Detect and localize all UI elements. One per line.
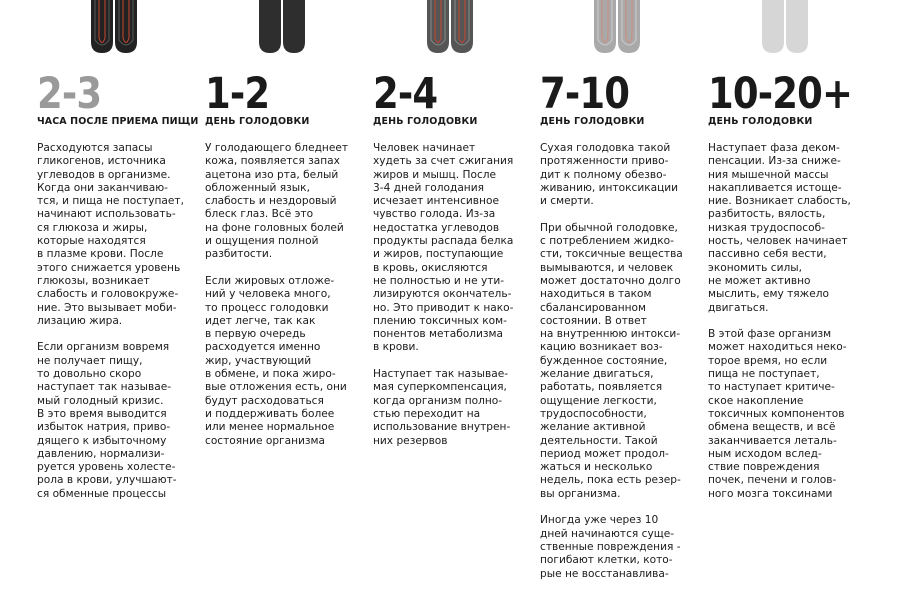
text-line: разбитости.: [205, 248, 273, 261]
text-line: рые не восстанавлива-: [540, 567, 669, 580]
text-line: и поддерживать более: [205, 407, 335, 420]
text-line: может находиться неко-: [708, 341, 847, 354]
text-line: рола в крови, улучшают-: [37, 474, 177, 487]
stage-paragraph: [37, 142, 197, 328]
text-line: жиров и мышц. После: [373, 168, 497, 181]
text-line: и жиров, поступающие: [373, 248, 504, 261]
text-line: не получает пищу,: [37, 354, 143, 367]
stage-paragraph: [205, 275, 365, 448]
stage-column: [37, 0, 197, 600]
stage-description: [540, 142, 700, 594]
text-line: и ощущения полной: [205, 235, 319, 248]
stage-paragraph: [540, 142, 700, 208]
stage-caption: ЧАСА ПОСЛЕ ПРИЕМА ПИЩИ: [37, 116, 199, 127]
text-line: находиться в таком: [540, 288, 652, 301]
text-line: мыслить, ему тяжело: [708, 288, 829, 301]
text-line: Сухая голодовка такой: [540, 142, 671, 154]
text-line: деятельности. Такой: [540, 434, 658, 447]
text-line: экономить силы,: [708, 261, 802, 274]
text-line: ние. Возникает слабость,: [708, 195, 851, 208]
text-line: состоянии. В ответ: [540, 314, 647, 327]
text-line: ственные повреждения -: [540, 540, 681, 553]
text-line: исчезает интенсивное: [373, 195, 499, 208]
text-line: худеть за счет сжигания: [373, 155, 514, 168]
stage-paragraph: [708, 328, 868, 501]
text-line: низкая трудоспособ-: [708, 221, 825, 234]
text-line: с потреблением жидко-: [540, 235, 674, 248]
text-line: 3-4 дней голодания: [373, 181, 484, 194]
text-line: понентов метаболизма: [373, 328, 504, 341]
text-line: начинают использовать-: [37, 208, 176, 221]
text-line: кожа, появляется запах: [205, 155, 340, 168]
text-line: в кровь, окисляются: [373, 261, 488, 274]
text-line: желание двигаться,: [540, 368, 654, 381]
text-line: будут расходоваться: [205, 394, 324, 407]
text-line: лизируются окончатель-: [373, 288, 512, 301]
text-line: почек, печени и голов-: [708, 474, 837, 487]
stage-illustration: [592, 0, 672, 56]
text-line: слабость и головокруже-: [37, 288, 179, 301]
right-leg-shape: [283, 0, 305, 53]
legs-figure-icon: [89, 0, 169, 56]
text-line: продукты распада белка: [373, 235, 514, 248]
text-line: обложенный язык,: [205, 181, 310, 194]
text-line: использование внутрен-: [373, 421, 511, 434]
text-line: дит к полному обезво-: [540, 168, 667, 181]
text-line: ское накопление: [708, 394, 804, 407]
text-line: в первую очередь: [205, 328, 306, 341]
legs-figure-icon: [592, 0, 672, 56]
stage-duration: 10-20+: [708, 69, 853, 119]
stage-column: [373, 0, 533, 600]
text-line: на внутреннюю интокси-: [540, 328, 681, 341]
text-line: них резервов: [373, 434, 448, 447]
stage-paragraph: [373, 142, 533, 355]
text-line: ощущение легкости,: [540, 394, 657, 407]
text-line: в плазме крови. После: [37, 248, 164, 261]
text-line: глюкозы, возникает: [37, 274, 150, 287]
text-line: В это время выводится: [37, 407, 167, 420]
text-line: стью переходит на: [373, 407, 481, 420]
left-leg-shape: [259, 0, 281, 53]
text-line: недель, пока есть резер-: [540, 474, 681, 487]
text-line: бужденное состояние,: [540, 354, 668, 367]
stage-description: [708, 142, 868, 514]
text-line: дящего к избыточному: [37, 434, 167, 447]
stage-caption: ДЕНЬ ГОЛОДОВКИ: [205, 116, 310, 127]
stage-description: [373, 142, 533, 461]
text-line: ния мышечной массы: [708, 168, 829, 181]
text-line: накапливается истоще-: [708, 181, 842, 194]
text-line: то довольно скоро: [37, 368, 142, 381]
text-line: то наступает критиче-: [708, 381, 835, 394]
text-line: тся, и пища не поступает,: [37, 195, 184, 208]
text-line: обмена веществ, и всё: [708, 421, 836, 434]
text-line: живанию, интоксикации: [540, 181, 679, 194]
legs-figure-icon: [257, 0, 337, 56]
text-line: ным исходом вслед-: [708, 447, 822, 460]
text-line: работать, появляется: [540, 381, 663, 394]
stage-paragraph: [708, 142, 868, 315]
stage-column: [205, 0, 365, 600]
stage-paragraph: [540, 514, 700, 580]
text-line: этого снижается уровень: [37, 261, 181, 274]
text-line: ность, человек начинает: [708, 235, 848, 248]
stage-column: [708, 0, 868, 600]
stage-description: [205, 142, 365, 461]
stage-column: [540, 0, 700, 600]
stage-illustration: [257, 0, 337, 56]
text-line: наступает так называе-: [37, 381, 172, 394]
text-line: вымываются, и человек: [540, 261, 674, 274]
text-line: токсичных компонентов: [708, 407, 845, 420]
text-line: протяженности приво-: [540, 155, 669, 168]
legs-figure-icon: [425, 0, 505, 56]
text-line: пенсации. Из-за сниже-: [708, 155, 841, 168]
text-line: вы организма.: [540, 487, 621, 500]
stage-duration: 1-2: [205, 69, 270, 119]
text-line: то процесс голодовки: [205, 301, 329, 314]
text-line: мая суперкомпенсация,: [373, 381, 507, 394]
text-line: мый голодный кризис.: [37, 394, 164, 407]
text-line: Когда они заканчиваю-: [37, 181, 168, 194]
text-line: торое время, но если: [708, 354, 828, 367]
text-line: Расходуются запасы: [37, 142, 153, 154]
stage-caption: ДЕНЬ ГОЛОДОВКИ: [540, 116, 645, 127]
text-line: жаться и несколько: [540, 461, 653, 474]
text-line: вые отложения есть, они: [205, 381, 347, 394]
text-line: не может активно: [708, 274, 811, 287]
text-line: может достаточно долго: [540, 274, 681, 287]
text-line: При обычной голодовке,: [540, 221, 678, 234]
text-line: пища не поступает,: [708, 368, 820, 381]
text-line: но. Это приводит к нако-: [373, 301, 514, 314]
text-line: Человек начинает: [373, 142, 476, 154]
text-line: чувство голода. Из-за: [373, 208, 496, 221]
text-line: когда организм полно-: [373, 394, 503, 407]
text-line: на фоне головных болей: [205, 221, 344, 234]
stage-caption: ДЕНЬ ГОЛОДОВКИ: [708, 116, 813, 127]
text-line: ся обменные процессы: [37, 487, 167, 500]
text-line: расходуется именно: [205, 341, 321, 354]
text-line: которые находятся: [37, 235, 146, 248]
stage-illustration: [760, 0, 840, 56]
text-line: разбитость, вялость,: [708, 208, 826, 221]
text-line: трудоспособности,: [540, 407, 647, 420]
stage-paragraph: [37, 341, 197, 501]
text-line: Если организм вовремя: [37, 341, 170, 354]
text-line: желание активной: [540, 421, 646, 434]
text-line: блеск глаз. Всё это: [205, 208, 314, 221]
text-line: В этой фазе организм: [708, 328, 832, 341]
right-leg-shape: [786, 0, 808, 53]
stage-illustration: [89, 0, 169, 56]
text-line: погибают клетки, кото-: [540, 554, 673, 567]
text-line: жир, участвующий: [205, 354, 312, 367]
text-line: Наступает так называе-: [373, 368, 509, 381]
text-line: не полностью и не ути-: [373, 274, 505, 287]
text-line: углеводов в организме.: [37, 168, 171, 181]
text-line: ний у человека много,: [205, 288, 331, 301]
text-line: избыток натрия, приво-: [37, 421, 171, 434]
text-line: состояние организма: [205, 434, 326, 447]
legs-figure-icon: [760, 0, 840, 56]
stage-paragraph: [205, 142, 365, 262]
text-line: руется уровень холесте-: [37, 461, 176, 474]
text-line: сбалансированном: [540, 301, 647, 314]
text-line: в обмене, и пока жиро-: [205, 368, 336, 381]
text-line: ние. Это вызывает моби-: [37, 301, 177, 314]
text-line: недостатка углеводов: [373, 221, 500, 234]
stage-duration: 7-10: [540, 69, 630, 119]
text-line: ствие повреждения: [708, 461, 820, 474]
text-line: кацию возникает воз-: [540, 341, 663, 354]
stage-description: [37, 142, 197, 514]
stage-duration: 2-4: [373, 69, 438, 119]
text-line: сти, токсичные вещества: [540, 248, 683, 261]
stage-duration: 2-3: [37, 69, 102, 119]
text-line: ацетона изо рта, белый: [205, 168, 339, 181]
stage-paragraph: [540, 222, 700, 501]
text-line: двигаться.: [708, 301, 769, 314]
text-line: период может продол-: [540, 447, 669, 460]
text-line: гликогенов, источника: [37, 155, 166, 168]
text-line: слабость и нездоровый: [205, 195, 337, 208]
left-leg-shape: [762, 0, 784, 53]
text-line: Иногда уже через 10: [540, 514, 659, 527]
text-line: или менее нормальное: [205, 421, 335, 434]
text-line: в крови.: [373, 341, 419, 354]
text-line: Наступает фаза деком-: [708, 142, 840, 154]
text-line: лизацию жира.: [37, 314, 123, 327]
text-line: плению токсичных ком-: [373, 314, 507, 327]
stage-illustration: [425, 0, 505, 56]
text-line: идет легче, так как: [205, 314, 316, 327]
stage-caption: ДЕНЬ ГОЛОДОВКИ: [373, 116, 478, 127]
text-line: дней начинаются суще-: [540, 527, 675, 540]
text-line: ся глюкоза и жиры,: [37, 221, 148, 234]
stage-paragraph: [373, 368, 533, 448]
text-line: Если жировых отложе-: [205, 274, 335, 287]
text-line: давлению, нормализи-: [37, 447, 165, 460]
text-line: пассивно себя вести,: [708, 248, 827, 261]
text-line: и смерти.: [540, 195, 594, 208]
text-line: ного мозга токсинами: [708, 487, 833, 500]
text-line: заканчивается леталь-: [708, 434, 837, 447]
text-line: У голодающего бледнеет: [205, 142, 349, 154]
